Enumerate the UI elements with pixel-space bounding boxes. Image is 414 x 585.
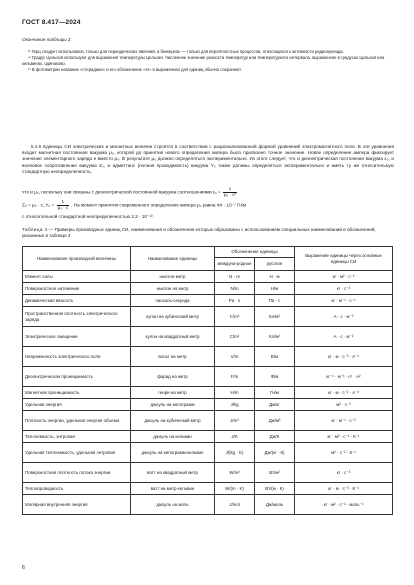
cell-russian: Ф/м <box>255 367 295 387</box>
cell-quantity: Электрическое смещение <box>23 327 131 347</box>
cell-expression: кг · м⁻¹ · с⁻² <box>295 411 393 431</box>
cell-expression: кг · м · с⁻³ · А⁻¹ <box>295 347 393 367</box>
table-row <box>23 327 393 347</box>
standard-header: ГОСТ 8.417—2024 <box>22 19 81 26</box>
cell-quantity: Поверхностная плотность потока энергии <box>23 463 131 483</box>
cell-unit-name: ньютон-метр <box>131 271 215 283</box>
cell-unit-name: джоуль на килограмм <box>131 399 215 411</box>
cell-intl: H/m <box>215 387 255 399</box>
endnotes-title: Окончание таблицы 3 <box>22 37 71 42</box>
cell-intl: V/m <box>215 347 255 367</box>
cell-expression: кг · с⁻³ <box>295 463 393 483</box>
cell-quantity: Напряженность электрического поля <box>23 347 131 367</box>
formula-lead: что и μ₀, поскольку они связаны с диэлектрической постоянной вакуума соотношениями <box>22 189 212 195</box>
table-row <box>23 387 393 399</box>
cell-quantity: Пространственная плотность электрического заряда <box>23 307 131 327</box>
formula-z0-y0: Z₀ = μ₀ · c, Y₀ = <box>22 202 55 208</box>
cell-expression: кг · м · с⁻³ · К⁻¹ <box>295 483 393 495</box>
cell-intl: N · m <box>215 271 255 283</box>
formula-epsilon-fraction <box>223 187 237 198</box>
cell-unit-name: джоуль на моль <box>131 495 215 515</box>
endnote-5: ⁵⁾ В фотометрии название «стерадиан» и его обозначение «sr» в выражениях для единиц обычно сохраняют. <box>28 66 242 72</box>
cell-unit-name: ватт на метр-кельвин <box>131 483 215 495</box>
cell-intl: C/m³ <box>215 307 255 327</box>
cell-quantity: Молярная внутренняя энергия <box>23 495 131 515</box>
cell-unit-name: кулон на квадратный метр <box>131 327 215 347</box>
table-row <box>23 295 393 307</box>
cell-unit-name: генри на метр <box>131 387 215 399</box>
cell-quantity: Динамическая вязкость <box>23 295 131 307</box>
endnote-4: ⁴⁾ Градус Цельсия используют для выражения температуры Цельсия. Численное значение разности температур или температурного интервала, выраженное в градусах Цельсия или кельвинах, одинаково. <box>22 55 385 66</box>
formula-epsilon: ε₀ = <box>212 189 221 195</box>
table-row <box>23 399 393 411</box>
paragraph-uncertainty <box>22 214 394 220</box>
cell-russian: Гн/м <box>255 387 295 399</box>
formula-y0-fraction <box>57 200 69 211</box>
endnote-3: ³⁾ Герц следует использовать только для периодических явлений, а беккерель — только для вероятностных процессов, относящихся к активности радионуклида. <box>28 49 344 54</box>
formula-line-1 <box>22 187 394 198</box>
cell-unit-name: кулон на кубический метр <box>131 307 215 327</box>
cell-unit-name: вольт на метр <box>131 347 215 367</box>
paragraph-5-2-6 <box>22 144 394 175</box>
cell-unit-name: ньютон на метр <box>131 283 215 295</box>
cell-russian: Н · м <box>255 271 295 283</box>
endnotes <box>22 49 396 73</box>
cell-expression: кг · с⁻² <box>295 283 393 295</box>
cell-quantity: Поверхностное натяжение <box>23 283 131 295</box>
cell-intl: J/kg <box>215 399 255 411</box>
cell-russian: Дж/моль <box>255 495 295 515</box>
cell-russian: Вт/(м · К) <box>255 483 295 495</box>
cell-expression: кг · м · с⁻² · А⁻² <box>295 387 393 399</box>
cell-quantity: Удельная энергия <box>23 399 131 411</box>
cell-intl: J/mol <box>215 495 255 515</box>
table-row <box>23 483 393 495</box>
cell-expression: кг⁻¹ · м⁻³ · с⁴ · А² <box>295 367 393 387</box>
uncertainty-text: с относительной стандартной неопределенностью 2,3 · 10⁻¹⁰. <box>22 214 154 219</box>
formula-tail: . На момент принятия современного определения ампера μ₀ равна 4π · 10⁻⁷ Гн/м <box>71 202 247 208</box>
cell-intl: F/m <box>215 367 255 387</box>
cell-intl: W/(m · K) <box>215 483 255 495</box>
table-row <box>23 431 393 443</box>
cell-quantity: Диэлектрическая проницаемость <box>23 367 131 387</box>
table-row <box>23 411 393 431</box>
table-caption-label: Таблица 4 <box>22 227 48 232</box>
cell-intl: Pa · s <box>215 295 255 307</box>
table-caption <box>22 227 394 239</box>
cell-expression: А · с · м⁻² <box>295 327 393 347</box>
formula-line-2 <box>22 200 394 211</box>
header-quantity: Наименование производной величины <box>23 247 131 271</box>
header-unit-symbol: Обозначение единицы <box>215 247 295 258</box>
cell-unit-name: фарад на метр <box>131 367 215 387</box>
cell-expression: кг · м² · с⁻² · К⁻¹ <box>295 431 393 443</box>
fraction-denominator: μ₀ · c <box>57 204 69 210</box>
cell-russian: Н/м <box>255 283 295 295</box>
cell-russian: Дж/м³ <box>255 411 295 431</box>
cell-unit-name: ватт на квадратный метр <box>131 463 215 483</box>
header-russian: русское <box>255 258 295 271</box>
cell-quantity: Момент силы <box>23 271 131 283</box>
cell-expression: кг · м² · с⁻² <box>295 271 393 283</box>
table-row <box>23 347 393 367</box>
table-row <box>23 495 393 515</box>
page-number: 6 <box>22 565 25 571</box>
table-row <box>23 283 393 295</box>
cell-expression: м² · с⁻² <box>295 399 393 411</box>
table-row <box>23 443 393 463</box>
table-row <box>23 307 393 327</box>
header-unit-name: Наименование единицы <box>131 247 215 271</box>
table-row <box>23 271 393 283</box>
cell-expression: кг · м⁻¹ · с⁻¹ <box>295 295 393 307</box>
cell-quantity: Магнитная проницаемость <box>23 387 131 399</box>
cell-russian: Дж/(кг · К) <box>255 443 295 463</box>
cell-quantity: Теплопроводность <box>23 483 131 495</box>
cell-intl: J/(kg · K) <box>215 443 255 463</box>
header-expression: Выражение единицы через основные единицы СИ <box>295 247 393 271</box>
cell-russian: Кл/м² <box>255 327 295 347</box>
cell-quantity: Удельная теплоемкость, удельная энтропия <box>23 443 131 463</box>
cell-russian: Па · с <box>255 295 295 307</box>
table-caption-text: — Примеры производных единиц СИ, наименования и обозначения которых образованы с использованием специальных наименований и обозначений, указанных в таблице 3 <box>22 227 376 239</box>
cell-russian: Вт/м² <box>255 463 295 483</box>
cell-intl: W/m² <box>215 463 255 483</box>
fraction-denominator: μ₀ · c² <box>224 191 236 197</box>
cell-expression: м² · с⁻² · К⁻¹ <box>295 443 393 463</box>
cell-russian: В/м <box>255 347 295 367</box>
paragraph-text: 5.2.6 Единицы СИ электрических и магнитных величин строятся в соответствии с рационализованной формой уравнений электромагнитного поля. В эти уравнения входит магнитная постоянная вакуума μ₀, которой до принятия нового определения ампера было присвоено точное значение. Новое определение ампера фиксирует значение элементарного заряда e вместо μ₀. В результате μ₀ должно определяться экспериментально. Из этого следует, что и диэлектрическая постоянная вакуума ε₀, и волновое сопротивление вакуума Z₀, и адмиттанс (полная проводимость) вакуума Y₀ также должны определяться экспериментально и иметь ту же относительную стандартную неопределенность, <box>22 144 394 174</box>
cell-unit-name: паскаль-секунда <box>131 295 215 307</box>
derived-units-table <box>22 246 393 515</box>
cell-intl: J/m³ <box>215 411 255 431</box>
cell-intl: J/K <box>215 431 255 443</box>
cell-russian: Дж/К <box>255 431 295 443</box>
cell-intl: N/m <box>215 283 255 295</box>
cell-unit-name: джоуль на кельвин <box>131 431 215 443</box>
cell-intl: C/m² <box>215 327 255 347</box>
fraction-numerator: 1 <box>223 187 237 193</box>
cell-unit-name: джоуль на кубический метр <box>131 411 215 431</box>
fraction-numerator: 1 <box>57 200 69 206</box>
cell-russian: Кл/м³ <box>255 307 295 327</box>
cell-unit-name: джоуль на килограмм-кельвин <box>131 443 215 463</box>
table-row <box>23 463 393 483</box>
cell-expression: А · с · м⁻³ <box>295 307 393 327</box>
table-row <box>23 367 393 387</box>
cell-quantity: Теплоемкость, энтропия <box>23 431 131 443</box>
header-international: междуна-родное <box>215 258 255 271</box>
cell-expression: кг · м² · с⁻² · моль⁻¹ <box>295 495 393 515</box>
cell-russian: Дж/кг <box>255 399 295 411</box>
cell-quantity: Плотность энергии, удельная энергия объема <box>23 411 131 431</box>
